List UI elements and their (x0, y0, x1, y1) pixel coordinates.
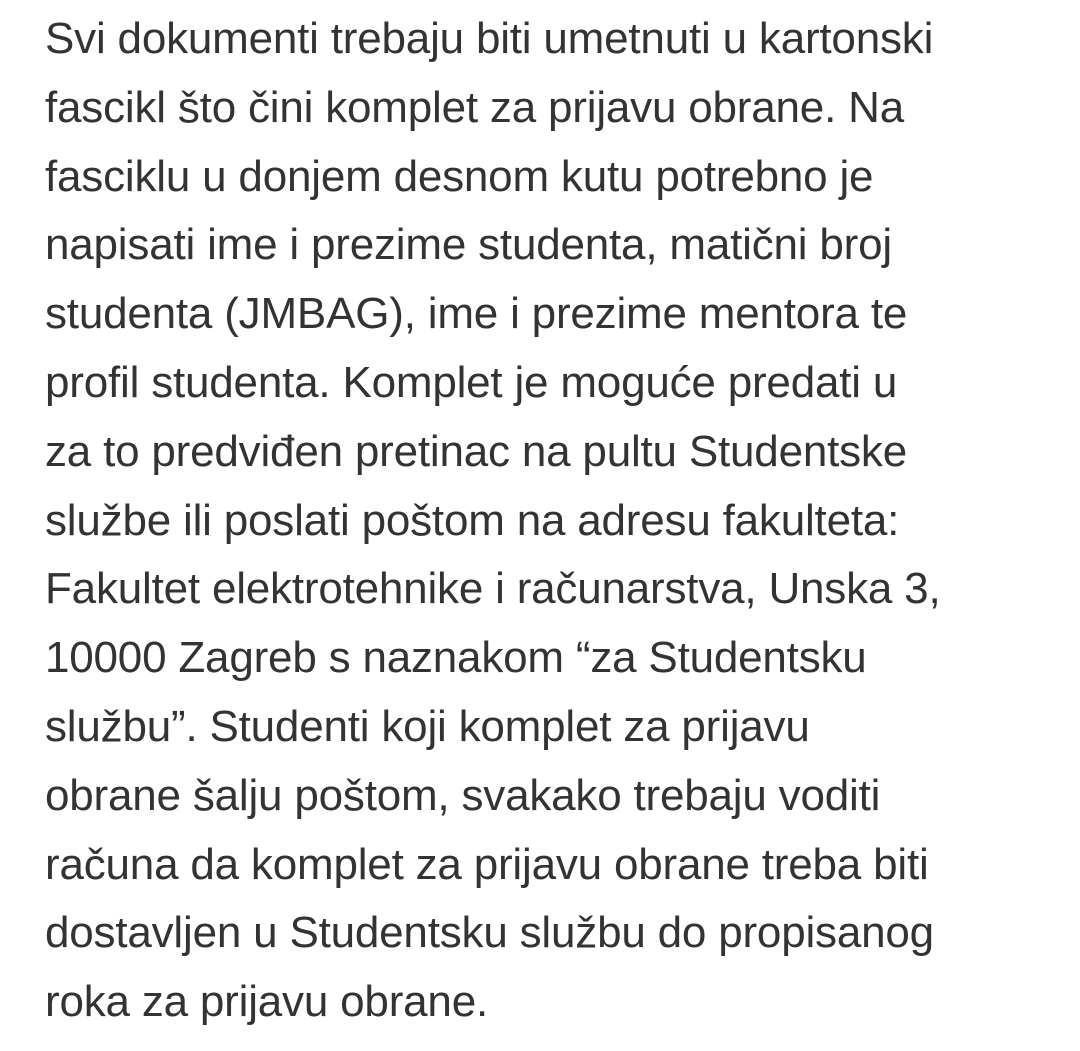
paragraph-line: službe ili poslati poštom na adresu fakulteta: (45, 495, 900, 545)
document-body (45, 5, 1060, 1037)
paragraph-line: obrane šalju poštom, svakako trebaju voditi (45, 770, 881, 820)
paragraph-line: 10000 Zagreb s naznakom “za Studentsku (45, 633, 867, 683)
paragraph-line: Fakultet elektrotehnike i računarstva, Unska 3, (45, 564, 941, 614)
paragraph-line: roka za prijavu obrane. (45, 977, 488, 1027)
paragraph-line: profil studenta. Komplet je moguće predati u (45, 357, 898, 407)
paragraph-line: računa da komplet za prijavu obrane treba biti (45, 839, 929, 889)
paragraph-line: fascikl što čini komplet za prijavu obrane. Na (45, 82, 904, 132)
paragraph-line: Svi dokumenti trebaju biti umetnuti u kartonski (45, 14, 934, 63)
paragraph-line: studenta (JMBAG), ime i prezime mentora te (45, 289, 908, 339)
paragraph-line: dostavljen u Studentsku službu do propisanog (45, 908, 934, 958)
paragraph-line: službu”. Studenti koji komplet za prijavu (45, 701, 810, 751)
paragraph (45, 5, 1060, 1037)
paragraph-line: fasciklu u donjem desnom kutu potrebno je (45, 151, 874, 201)
paragraph-line: za to predviđen pretinac na pultu Studentske (45, 426, 908, 476)
paragraph-line: napisati ime i prezime studenta, matični broj (45, 220, 892, 270)
